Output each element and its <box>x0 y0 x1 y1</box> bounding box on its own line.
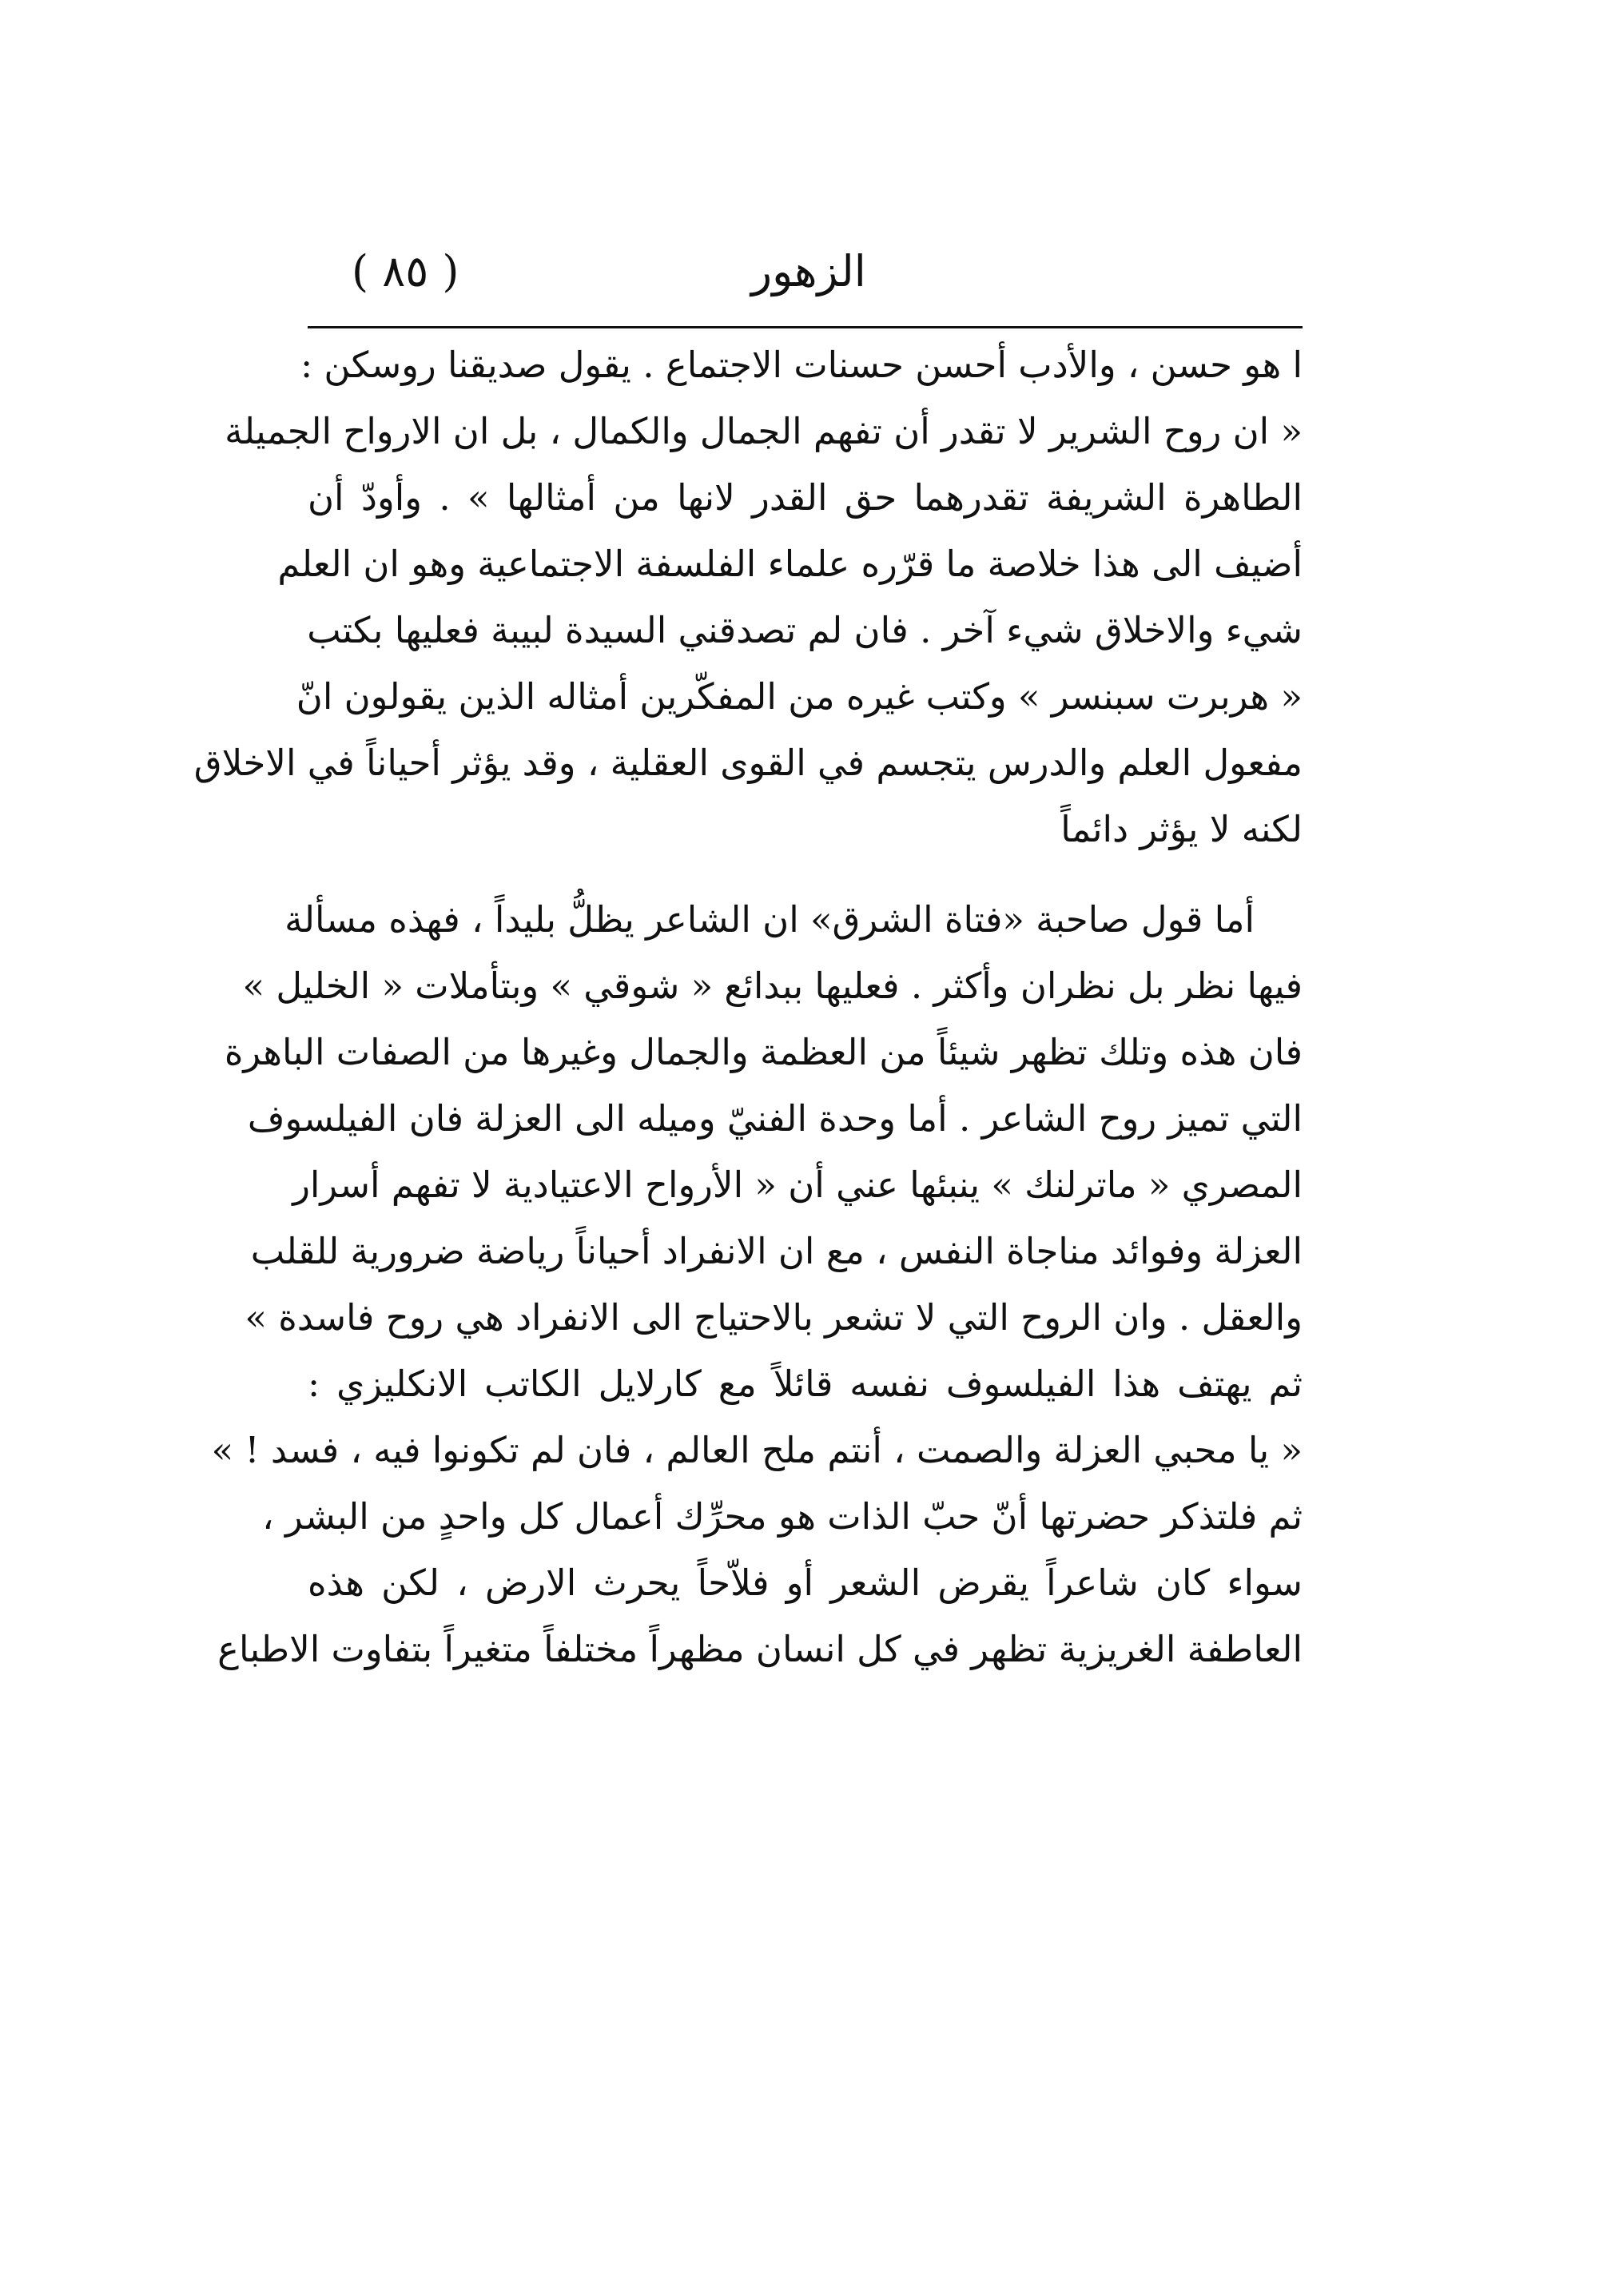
text-line: العزلة وفوائد مناجاة النفس ، مع ان الانفراد أحياناً رياضة ضرورية للقلب <box>250 1230 1303 1272</box>
text-line: « هربرت سبنسر » وكتب غيره من المفكّرين أمثاله الذين يقولون انّ <box>296 675 1303 718</box>
text-line: فان هذه وتلك تظهر شيئاً من العظمة والجمال وغيرها من الصفات الباهرة <box>224 1031 1303 1073</box>
text-line: أضيف الى هذا خلاصة ما قرّره علماء الفلسفة الاجتماعية وهو ان العلم <box>277 543 1303 585</box>
text-line: فيها نظر بل نظران وأكثر . فعليها ببدائع « شوقي » وبتأملات « الخليل » <box>242 965 1303 1007</box>
text-line: ثم يهتف هذا الفيلسوف نفسه قائلاً مع كارلايل الكاتب الانكليزي : <box>308 1363 1303 1405</box>
text-line: أما قول صاحبة «فتاة الشرق» ان الشاعر يظلُّ بليداً ، فهذه مسألة <box>284 898 1255 941</box>
text-line: سواء كان شاعراً يقرض الشعر أو فلاّحاً يحرث الارض ، لكن هذه <box>308 1562 1303 1604</box>
text-line: ا هو حسن ، والأدب أحسن حسنات الاجتماع . يقول صديقنا روسكن : <box>300 344 1303 386</box>
text-line: لكنه لا يؤثر دائماً <box>1060 808 1303 850</box>
page-header <box>304 240 1303 328</box>
page-number: ( ٨٥ ) <box>352 246 459 296</box>
text-line: المصري « ماترلنك » ينبئها عني أن « الأرواح الاعتيادية لا تفهم أسرار <box>292 1164 1303 1206</box>
running-title: الزهور <box>751 246 866 296</box>
text-line: الطاهرة الشريفة تقدرهما حق القدر لانها من أمثالها » . وأودّ أن <box>308 476 1303 519</box>
text-line: شيء والاخلاق شيء آخر . فان لم تصدقني السيدة لبيبة فعليها بكتب <box>307 609 1303 651</box>
paragraph-gap <box>308 862 1303 886</box>
text-line: « يا محبي العزلة والصمت ، أنتم ملح العالم ، فان لم تكونوا فيه ، فسد ! » <box>211 1429 1303 1471</box>
body-text <box>193 332 1303 1682</box>
text-line: والعقل . وان الروح التي لا تشعر بالاحتياج الى الانفراد هي روح فاسدة » <box>245 1296 1303 1339</box>
text-line: مفعول العلم والدرس يتجسم في القوى العقلية ، وقد يؤثر أحياناً في الاخلاق <box>193 742 1303 784</box>
text-line: التي تميز روح الشاعر . أما وحدة الفنيّ وميله الى العزلة فان الفيلسوف <box>247 1097 1303 1140</box>
text-line: العاطفة الغريزية تظهر في كل انسان مظهراً مختلفاً متغيراً بتفاوت الاطباع <box>217 1628 1303 1670</box>
text-line: ثم فلتذكر حضرتها أنّ حبّ الذات هو محرِّك أعمال كل واحدٍ من البشر ، <box>262 1495 1303 1538</box>
header-rule <box>308 326 1303 328</box>
text-line: « ان روح الشرير لا تقدر أن تفهم الجمال والكمال ، بل ان الارواح الجميلة <box>225 410 1303 452</box>
